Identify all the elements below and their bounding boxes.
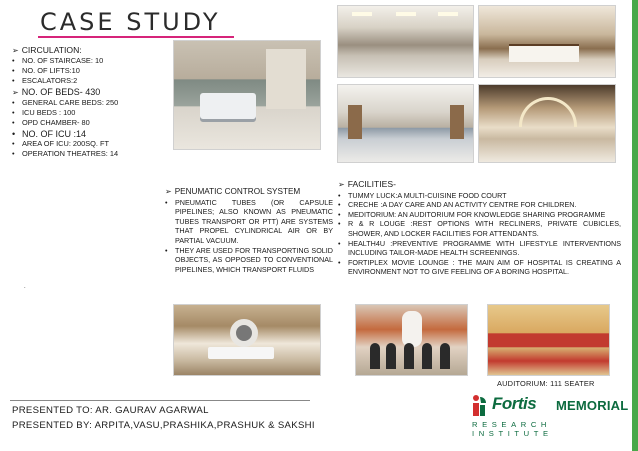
list-item: • AREA OF ICU: 200SQ. FT — [12, 139, 172, 149]
icu-heading-list — [12, 129, 172, 139]
list-item: • CRECHE :A DAY CARE AND AN ACTIVITY CENTRE FOR CHILDREN. — [338, 200, 621, 210]
fortis-logo-icon — [470, 394, 488, 418]
list-item: • R & R LOUGE :REST OPTIONS WITH RECLINERS, PRIVATE CUBICLES, SHOWER, AND LOCKER FACILITIES FOR ATTENDANTS. — [338, 219, 621, 238]
title-underline — [38, 36, 234, 38]
facilities-list — [338, 191, 621, 277]
stray-dot: . — [24, 284, 26, 290]
list-item: • THEY ARE USED FOR TRANSPORTING SOLID OBJECTS, AS OPPOSED TO CONVENTIONAL PIPELINES, WHICH TRANSPORT FLUIDS — [165, 246, 333, 275]
circulation-list — [12, 56, 172, 86]
list-item: • PNEUMATIC TUBES (OR CAPSULE PIPELINES; ALSO KNOWN AS PNEUMATIC TUBES TRANSPORT OR PTT) ARE SYSTEMS THAT PROPEL CYLINDRICAL AIR OR BY PARTIAL VACUUM. — [165, 198, 333, 246]
arrow-bullet-icon: ➢ — [12, 46, 19, 55]
arrow-bullet-icon: ➢ — [165, 187, 172, 196]
facilities-section — [338, 179, 621, 277]
presented-to: PRESENTED TO: AR. GAURAV AGARWAL — [12, 405, 209, 416]
list-item: • NO. OF LIFTS:10 — [12, 66, 172, 76]
page-title: CASE STUDY — [40, 8, 221, 36]
photo-main-lobby — [478, 84, 616, 163]
icu-heading: • NO. OF ICU :14 — [12, 129, 172, 139]
list-item: • OPD CHAMBER- 80 — [12, 118, 172, 128]
arrow-bullet-icon: ➢ — [12, 88, 19, 97]
circulation-heading: ➢ CIRCULATION: — [12, 45, 82, 55]
fortis-logo — [470, 392, 630, 438]
facilities-heading: ➢ FACILITIES- — [338, 179, 396, 189]
pneumatic-section — [165, 186, 333, 274]
list-item: • ICU BEDS : 100 — [12, 108, 172, 118]
logo-subtitle: RESEARCH INSTITUTE — [472, 420, 553, 438]
presented-by: PRESENTED BY: ARPITA,VASU,PRASHIKA,PRASHUK & SAKSHI — [12, 420, 315, 431]
list-item: • TUMMY LUCK:A MULTI-CUISINE FOOD COURT — [338, 191, 621, 201]
beds-list — [12, 98, 172, 128]
footer-divider — [10, 400, 310, 401]
list-item: • MEDITORIUM: AN AUDITORIUM FOR KNOWLEDGE SHARING PROGRAMME — [338, 210, 621, 220]
list-item: • FORTIPLEX MOVIE LOUNGE : THE MAIN AIM OF HOSPITAL IS CREATING A ENVIRONMENT NOT TO GIVE FEELING OF A BORING HOSPITAL. — [338, 258, 621, 277]
photo-corridor-waiting — [337, 5, 474, 78]
list-item: • HEALTH4U :PREVENTIVE PROGRAMME WITH LIFESTYLE INTERVENTIONS INCLUDING TAILOR-MADE HEALTH SCREENINGS. — [338, 239, 621, 258]
list-item: • GENERAL CARE BEDS: 250 — [12, 98, 172, 108]
icu-list — [12, 139, 172, 159]
list-item: • OPERATION THEATRES: 14 — [12, 149, 172, 159]
photo-reception-desk — [478, 5, 616, 78]
arrow-bullet-icon: ➢ — [338, 180, 345, 189]
list-item: • ESCALATORS:2 — [12, 76, 172, 86]
photo-ward-corridor — [337, 84, 474, 163]
list-item: • NO. OF STAIRCASE: 10 — [12, 56, 172, 66]
edge-strip — [632, 0, 638, 451]
logo-brand: Fortis — [492, 394, 537, 413]
beds-heading: ➢ NO. OF BEDS- 430 — [12, 87, 101, 97]
photo-group-visit — [355, 304, 468, 376]
photo-auditorium — [487, 304, 610, 376]
auditorium-caption: AUDITORIUM: 111 SEATER — [497, 379, 595, 388]
photo-hospital-ward — [173, 40, 321, 150]
pneumatic-heading: ➢ PENUMATIC CONTROL SYSTEM — [165, 187, 301, 196]
logo-name: MEMORIAL — [556, 398, 629, 413]
stats-column — [12, 44, 172, 159]
photo-mri-room — [173, 304, 321, 376]
pneumatic-list — [165, 198, 333, 275]
